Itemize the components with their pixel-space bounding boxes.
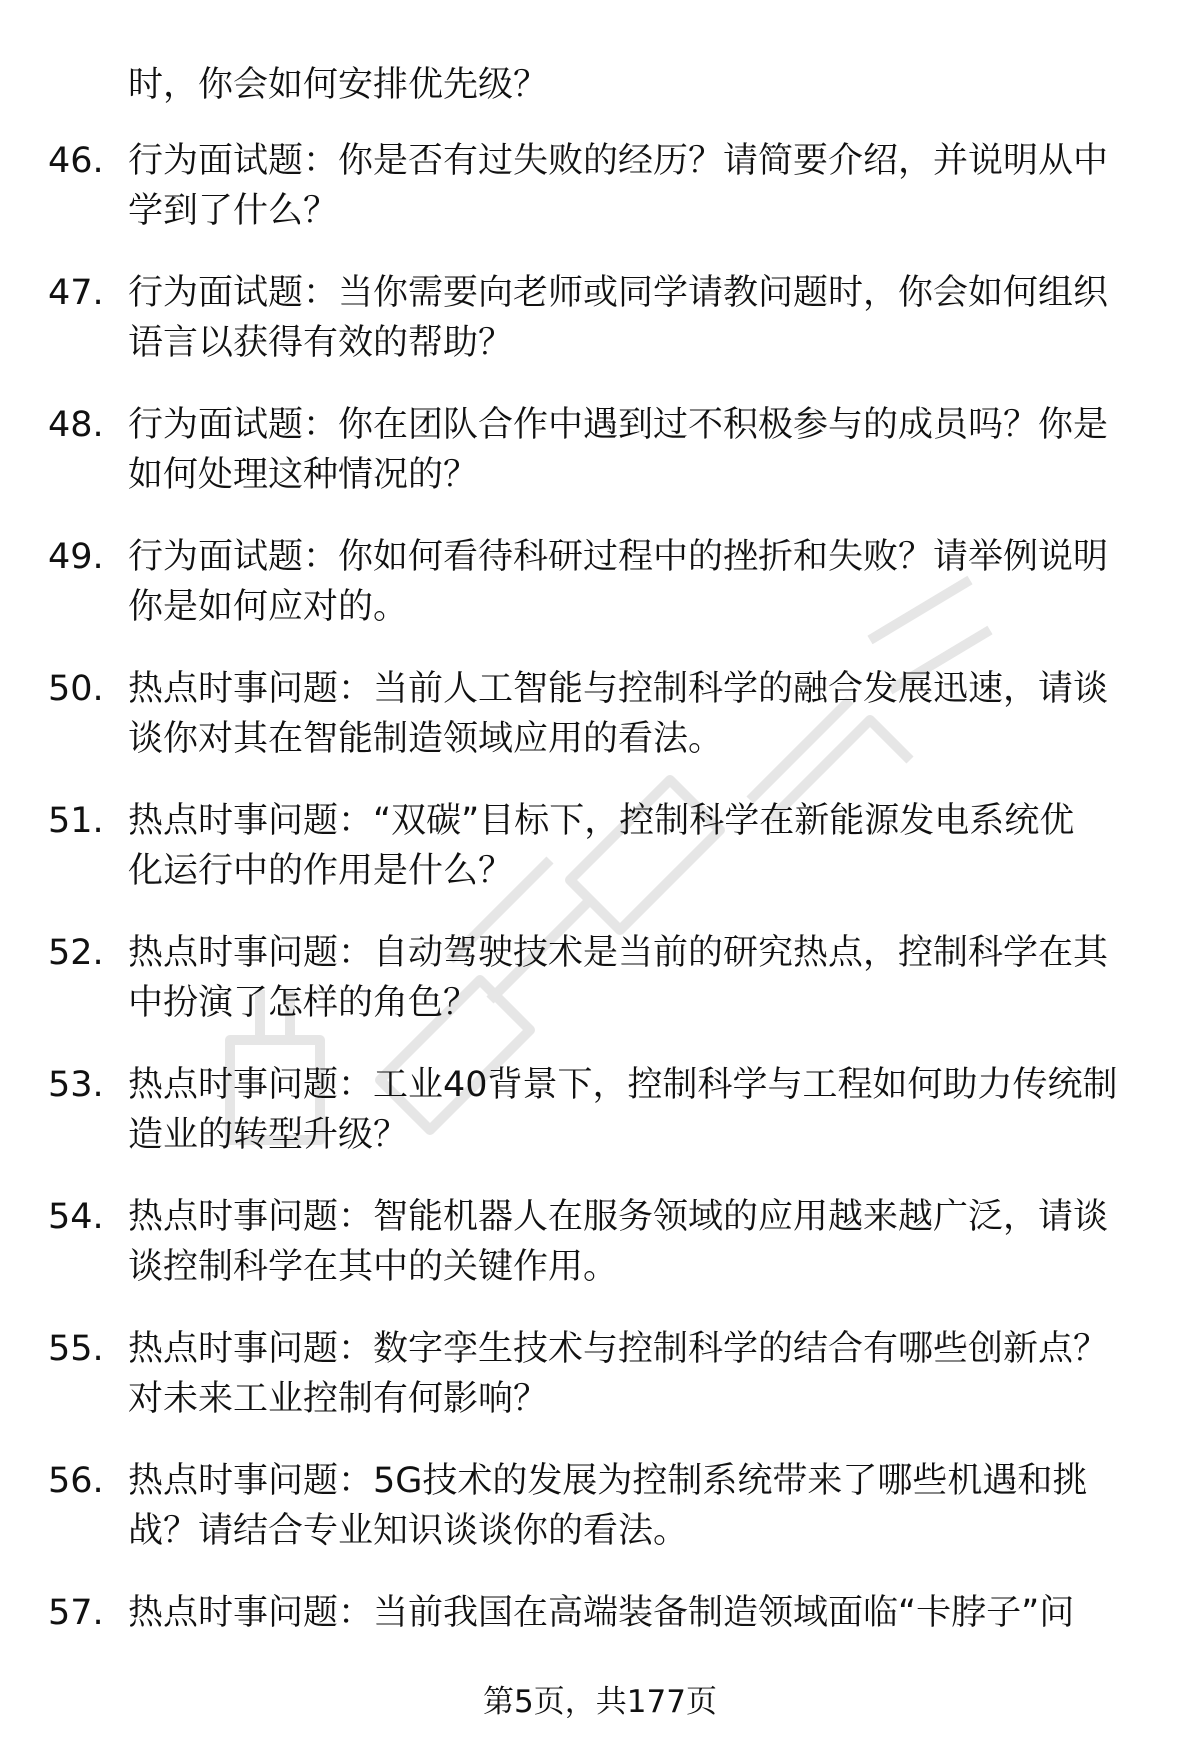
question-text-line: 热点时事问题：5G技术的发展为控制系统带来了哪些机遇和挑 (128, 1461, 1088, 1501)
question-text (128, 664, 1188, 764)
question-number: 50. (48, 669, 104, 709)
question-number: 53. (48, 1065, 104, 1105)
question-number: 54. (48, 1197, 104, 1237)
question-text-line: 战？请结合专业知识谈谈你的看法。 (128, 1511, 689, 1551)
question-text-line: 造业的转型升级？ (128, 1115, 409, 1155)
question-text-line: 热点时事问题：工业40背景下，控制科学与工程如何助力传统制 (128, 1065, 1118, 1105)
question-text-line: 中扮演了怎样的角色？ (128, 983, 479, 1023)
question-number: 48. (48, 405, 104, 445)
question-number: 46. (48, 141, 104, 181)
question-text-line: 热点时事问题：智能机器人在服务领域的应用越来越广泛，请谈 (128, 1197, 1109, 1237)
question-text-line: 化运行中的作用是什么？ (128, 851, 514, 891)
question-item (48, 796, 1178, 928)
question-number: 51. (48, 801, 104, 841)
question-number: 55. (48, 1329, 104, 1369)
question-text-line: 热点时事问题：当前人工智能与控制科学的融合发展迅速，请谈 (128, 669, 1109, 709)
question-text-line: 热点时事问题：自动驾驶技术是当前的研究热点，控制科学在其 (128, 933, 1109, 973)
question-item (48, 532, 1178, 664)
page-footer: 第5页，共177页 (483, 1684, 717, 1720)
question-item (48, 1324, 1178, 1456)
question-text-line: 如何处理这种情况的？ (128, 455, 479, 495)
question-number: 56. (48, 1461, 104, 1501)
question-number: 52. (48, 933, 104, 973)
question-text-line: 你是如何应对的。 (128, 587, 409, 627)
question-item (48, 928, 1178, 1060)
question-item (48, 1060, 1178, 1192)
question-text (128, 532, 1188, 632)
question-text-line: 行为面试题：你如何看待科研过程中的挫折和失败？请举例说明 (128, 537, 1109, 577)
question-item (48, 664, 1178, 796)
question-list (48, 136, 1178, 1720)
question-number: 47. (48, 273, 104, 313)
question-text (128, 1324, 1188, 1424)
question-text-line: 热点时事问题：数字孪生技术与控制科学的结合有哪些创新点？ (128, 1329, 1109, 1369)
question-text-line: 热点时事问题：当前我国在高端装备制造领域面临“卡脖子”问 (128, 1593, 1075, 1633)
question-number: 49. (48, 537, 104, 577)
question-text (128, 796, 1188, 896)
question-text (128, 1060, 1188, 1160)
question-text-line: 谈控制科学在其中的关键作用。 (128, 1247, 619, 1287)
question-text (128, 268, 1188, 368)
question-text (128, 136, 1188, 236)
question-item (48, 1192, 1178, 1324)
question-text-line: 学到了什么？ (128, 191, 339, 231)
question-text-line: 热点时事问题：“双碳”目标下，控制科学在新能源发电系统优 (128, 801, 1075, 841)
question-number: 57. (48, 1593, 104, 1633)
question-text (128, 928, 1188, 1028)
question-item (48, 1456, 1178, 1588)
question-text-line: 行为面试题：你是否有过失败的经历？请简要介绍，并说明从中 (128, 141, 1109, 181)
question-text-line: 谈你对其在智能制造领域应用的看法。 (128, 719, 724, 759)
question-text-line: 语言以获得有效的帮助？ (128, 323, 514, 363)
question-item (48, 268, 1178, 400)
question-item (48, 136, 1178, 268)
question-text (128, 1192, 1188, 1292)
question-text (128, 400, 1188, 500)
question-text (128, 1456, 1188, 1556)
question-text-line: 行为面试题：当你需要向老师或同学请教问题时，你会如何组织 (128, 273, 1109, 313)
question-text-line: 行为面试题：你在团队合作中遇到过不积极参与的成员吗？你是 (128, 405, 1109, 445)
question-text-line: 对未来工业控制有何影响？ (128, 1379, 549, 1419)
question-item (48, 400, 1178, 532)
continuation-text: 时，你会如何安排优先级？ (128, 65, 549, 105)
question-text (128, 1588, 1188, 1638)
